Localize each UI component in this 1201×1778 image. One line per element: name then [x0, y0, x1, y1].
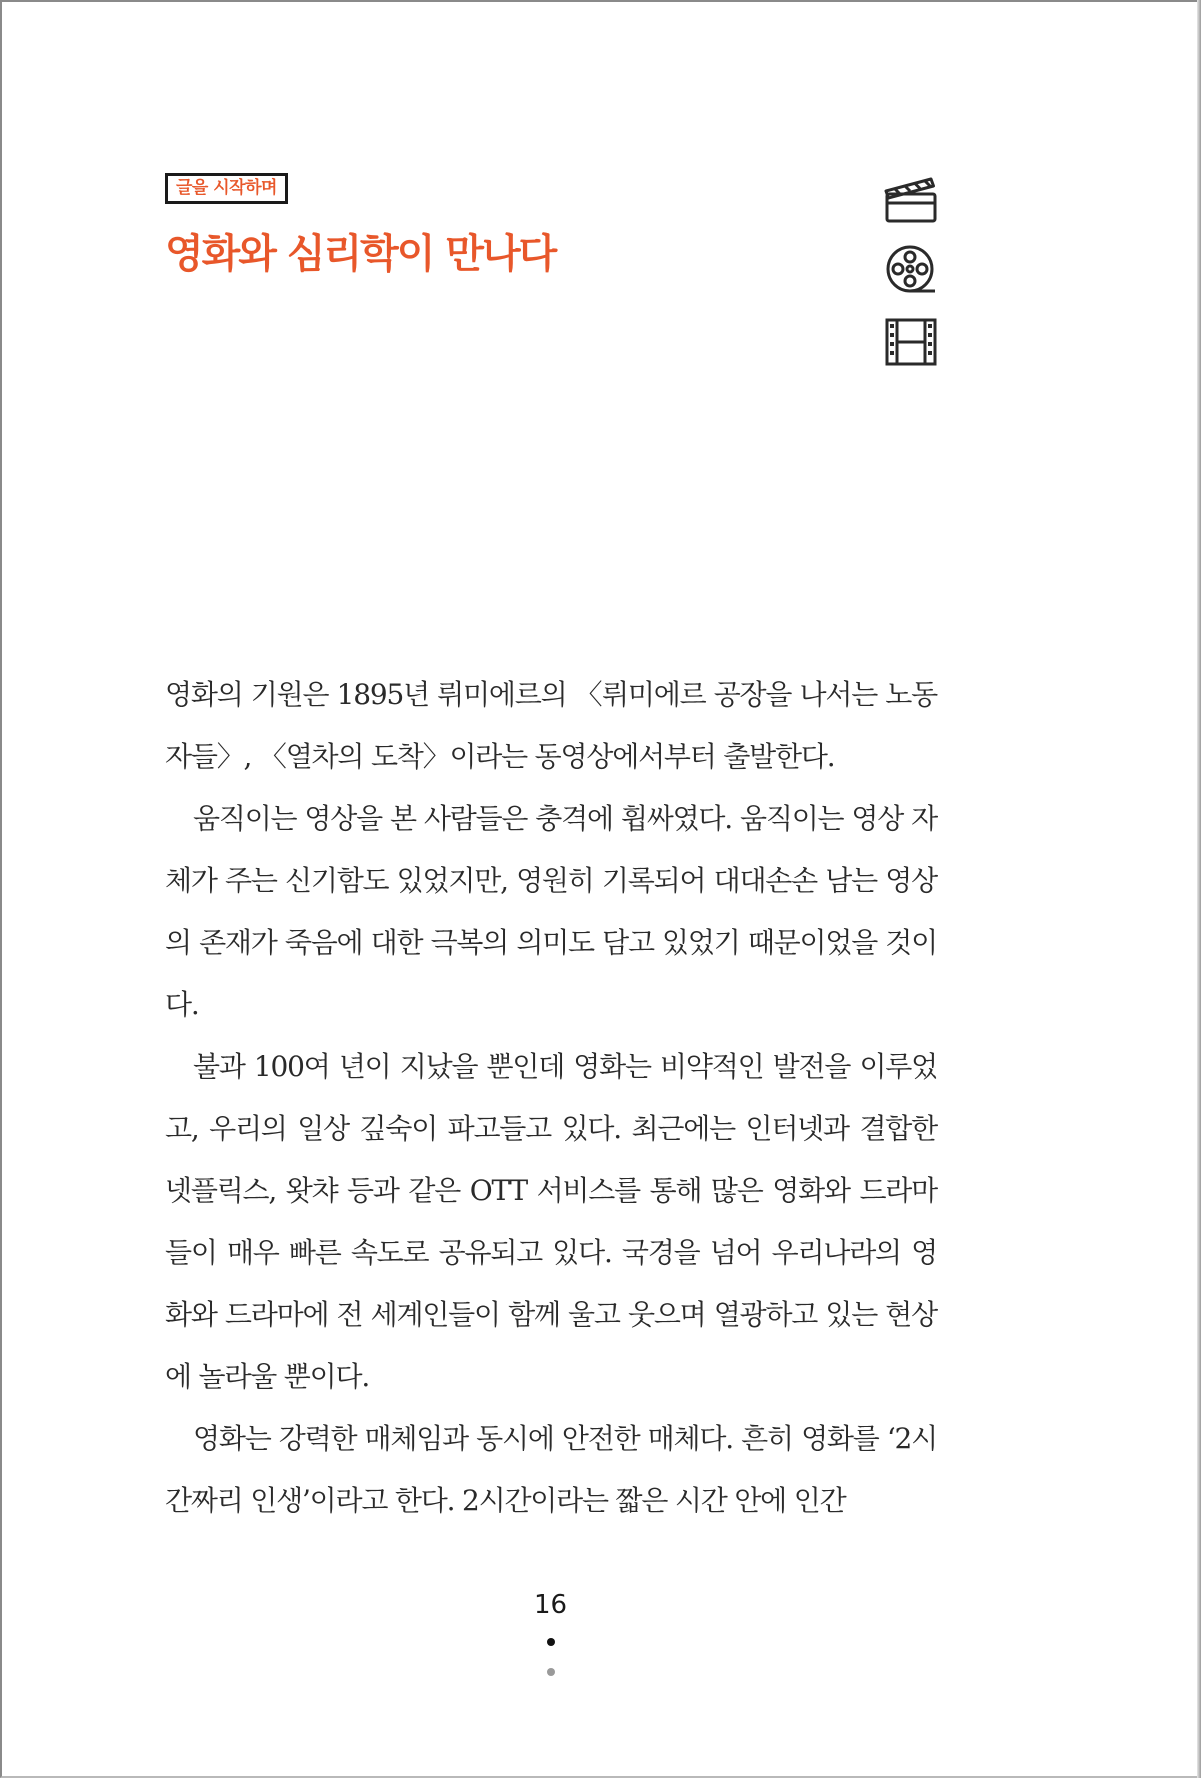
page-edge: [1197, 0, 1201, 1778]
body-text: [165, 664, 937, 1532]
paragraph-1: 영화의 기원은 1895년 뤼미에르의 〈뤼미에르 공장을 나서는 노동자들〉, 〈열차의 도착〉이라는 동영상에서부터 출발한다.: [165, 678, 937, 773]
paragraph-4: 영화는 강력한 매체임과 동시에 안전한 매체다. 흔히 영화를 ‘2시간짜리 인생’이라고 한다. 2시간이라는 짧은 시간 안에 인간: [165, 1422, 937, 1517]
page-dot-primary: [547, 1638, 555, 1646]
page-number: 16: [533, 1590, 568, 1620]
page-dot-secondary: [547, 1668, 555, 1676]
film-strip-icon: [883, 314, 939, 370]
film-reel-icon: [883, 242, 939, 298]
film-icon-stack: [883, 170, 939, 386]
section-tag: 글을 시작하며: [165, 173, 288, 204]
chapter-title: 영화와 심리학이 만나다: [165, 231, 556, 277]
clapperboard-icon: [883, 170, 939, 226]
paragraph-3: 불과 100여 년이 지났을 뿐인데 영화는 비약적인 발전을 이루었고, 우리의 일상 깊숙이 파고들고 있다. 최근에는 인터넷과 결합한 넷플릭스, 왓챠 등과 같은 OTT 서비스를 통해 많은 영화와 드라마들이 매우 빠른 속도로 공유되고 있다. 국경을 넘어 우리나라의 영화와 드라마에 전 세계인들이 함께 울고 웃으며 열광하고 있는 현상에 놀라울 뿐이다.: [165, 1050, 937, 1393]
paragraph-2: 움직이는 영상을 본 사람들은 충격에 휩싸였다. 움직이는 영상 자체가 주는 신기함도 있었지만, 영원히 기록되어 대대손손 남는 영상의 존재가 죽음에 대한 극복의 의미도 담고 있었기 때문이었을 것이다.: [165, 802, 937, 1021]
